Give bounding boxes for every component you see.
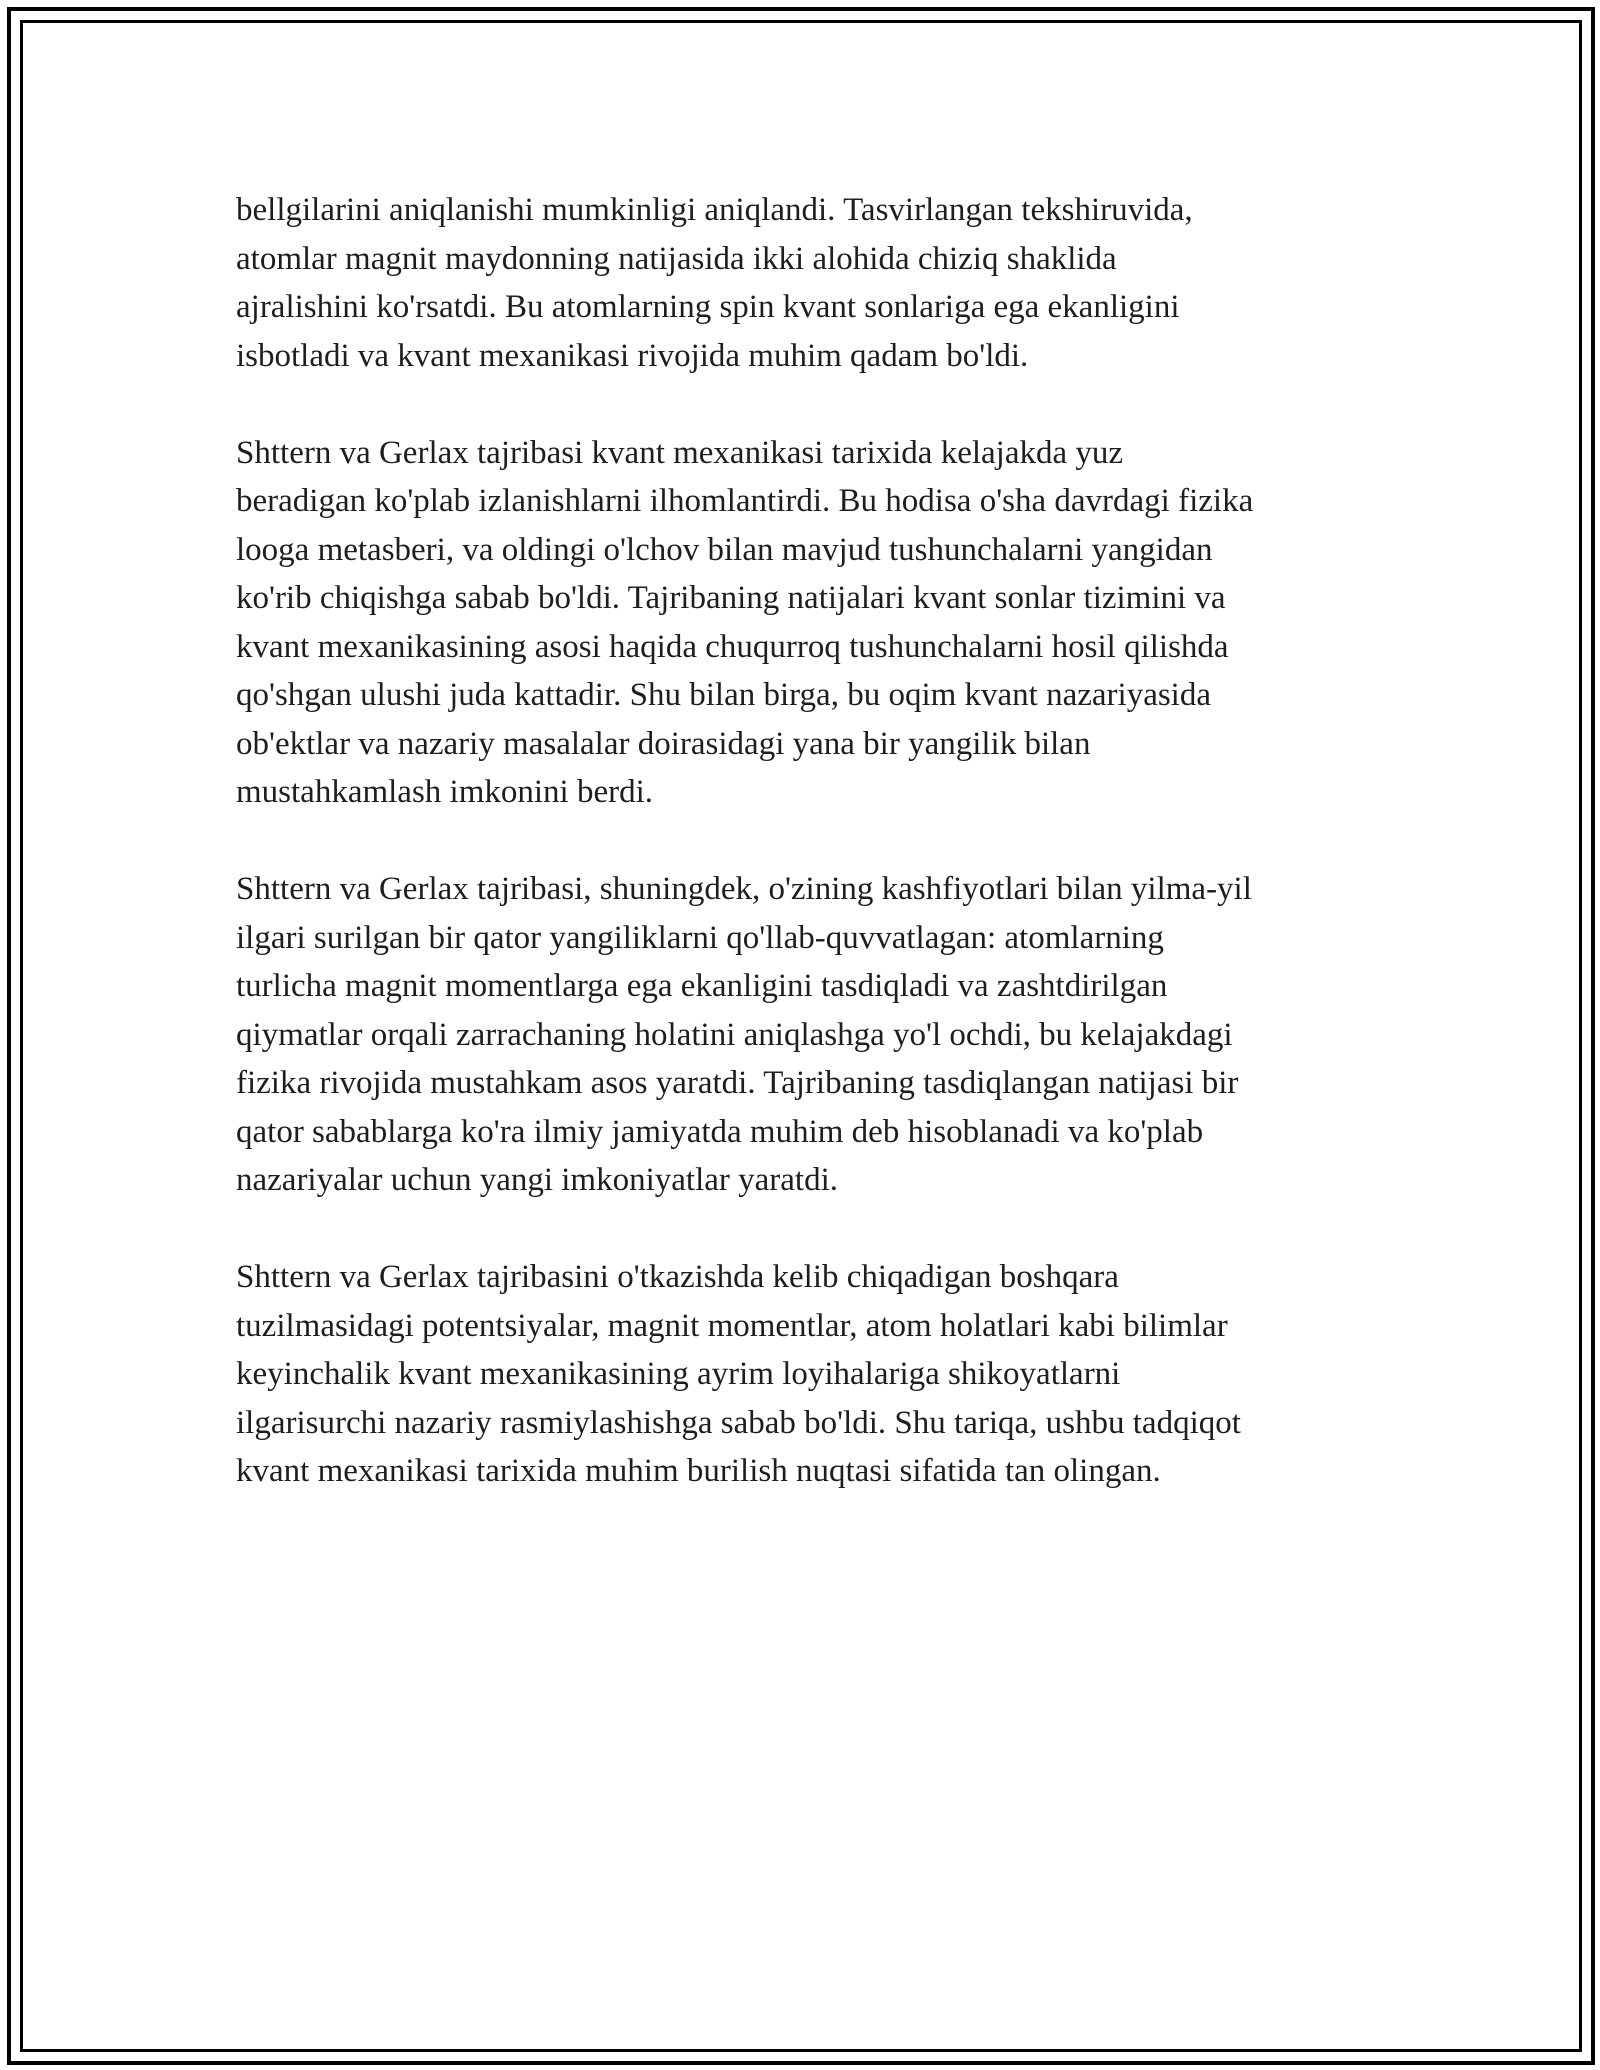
text-line: Shttern va Gerlax tajribasi, shuningdek, o'zining kashfiyotlari bilan yilma-yil (236, 871, 1252, 907)
text-line: looga metasberi, va oldingi o'lchov bilan mavjud tushunchalarni yangidan (236, 531, 1213, 568)
text-line: ilgarisurchi nazariy rasmiylashishga sabab bo'ldi. Shu tariqa, ushbu tadqiqot (236, 1404, 1241, 1441)
text-line: ilgari surilgan bir qator yangiliklarni qo'llab-quvvatlagan: atomlarning (236, 919, 1164, 956)
document-body (236, 186, 1406, 1544)
paragraph-1 (236, 186, 1406, 380)
text-line: atomlar magnit maydonning natijasida ikki alohida chiziq shaklida (236, 240, 1117, 277)
text-line: Shttern va Gerlax tajribasi kvant mexanikasi tarixida kelajakda yuz (236, 434, 1124, 471)
text-line: tuzilmasidagi potentsiyalar, magnit momentlar, atom holatlari kabi bilimlar (236, 1307, 1228, 1344)
text-line: qo'shgan ulushi juda kattadir. Shu bilan birga, bu oqim kvant nazariyasida (236, 677, 1211, 713)
paragraph-2 (236, 429, 1406, 817)
paragraph-4 (236, 1253, 1406, 1496)
text-line: qiymatlar orqali zarrachaning holatini aniqlashga yo'l ochdi, bu kelajakdagi (236, 1016, 1233, 1053)
text-line: bellgilarini aniqlanishi mumkinligi aniqlandi. Tasvirlangan tekshiruvida, (236, 192, 1193, 228)
text-line: ob'ektlar va nazariy masalalar doirasidagi yana bir yangilik bilan (236, 725, 1091, 762)
paragraph-3 (236, 865, 1406, 1205)
text-line: kvant mexanikasining asosi haqida chuqurroq tushunchalarni hosil qilishda (236, 628, 1229, 665)
text-line: turlicha magnit momentlarga ega ekanligini tasdiqladi va zashtdirilgan (236, 968, 1168, 1004)
text-line: qator sabablarga ko'ra ilmiy jamiyatda muhim deb hisoblanadi va ko'plab (236, 1113, 1204, 1150)
text-line: isbotladi va kvant mexanikasi rivojida muhim qadam bo'ldi. (236, 337, 1029, 374)
text-line: ko'rib chiqishga sabab bo'ldi. Tajribaning natijalari kvant sonlar tizimini va (236, 580, 1226, 616)
text-line: mustahkamlash imkonini berdi. (236, 774, 654, 810)
text-line: kvant mexanikasi tarixida muhim burilish nuqtasi sifatida tan olingan. (236, 1453, 1161, 1489)
text-line: keyinchalik kvant mexanikasining ayrim loyihalariga shikoyatlarni (236, 1356, 1121, 1392)
text-line: Shttern va Gerlax tajribasini o'tkazishda kelib chiqadigan boshqara (236, 1259, 1119, 1295)
text-line: ajralishini ko'rsatdi. Bu atomlarning spin kvant sonlariga ega ekanligini (236, 289, 1180, 325)
text-line: nazariyalar uchun yangi imkoniyatlar yaratdi. (236, 1162, 839, 1198)
text-line: beradigan ko'plab izlanishlarni ilhomlantirdi. Bu hodisa o'sha davrdagi fizika (236, 483, 1254, 519)
text-line: fizika rivojida mustahkam asos yaratdi. Tajribaning tasdiqlangan natijasi bir (236, 1065, 1239, 1101)
